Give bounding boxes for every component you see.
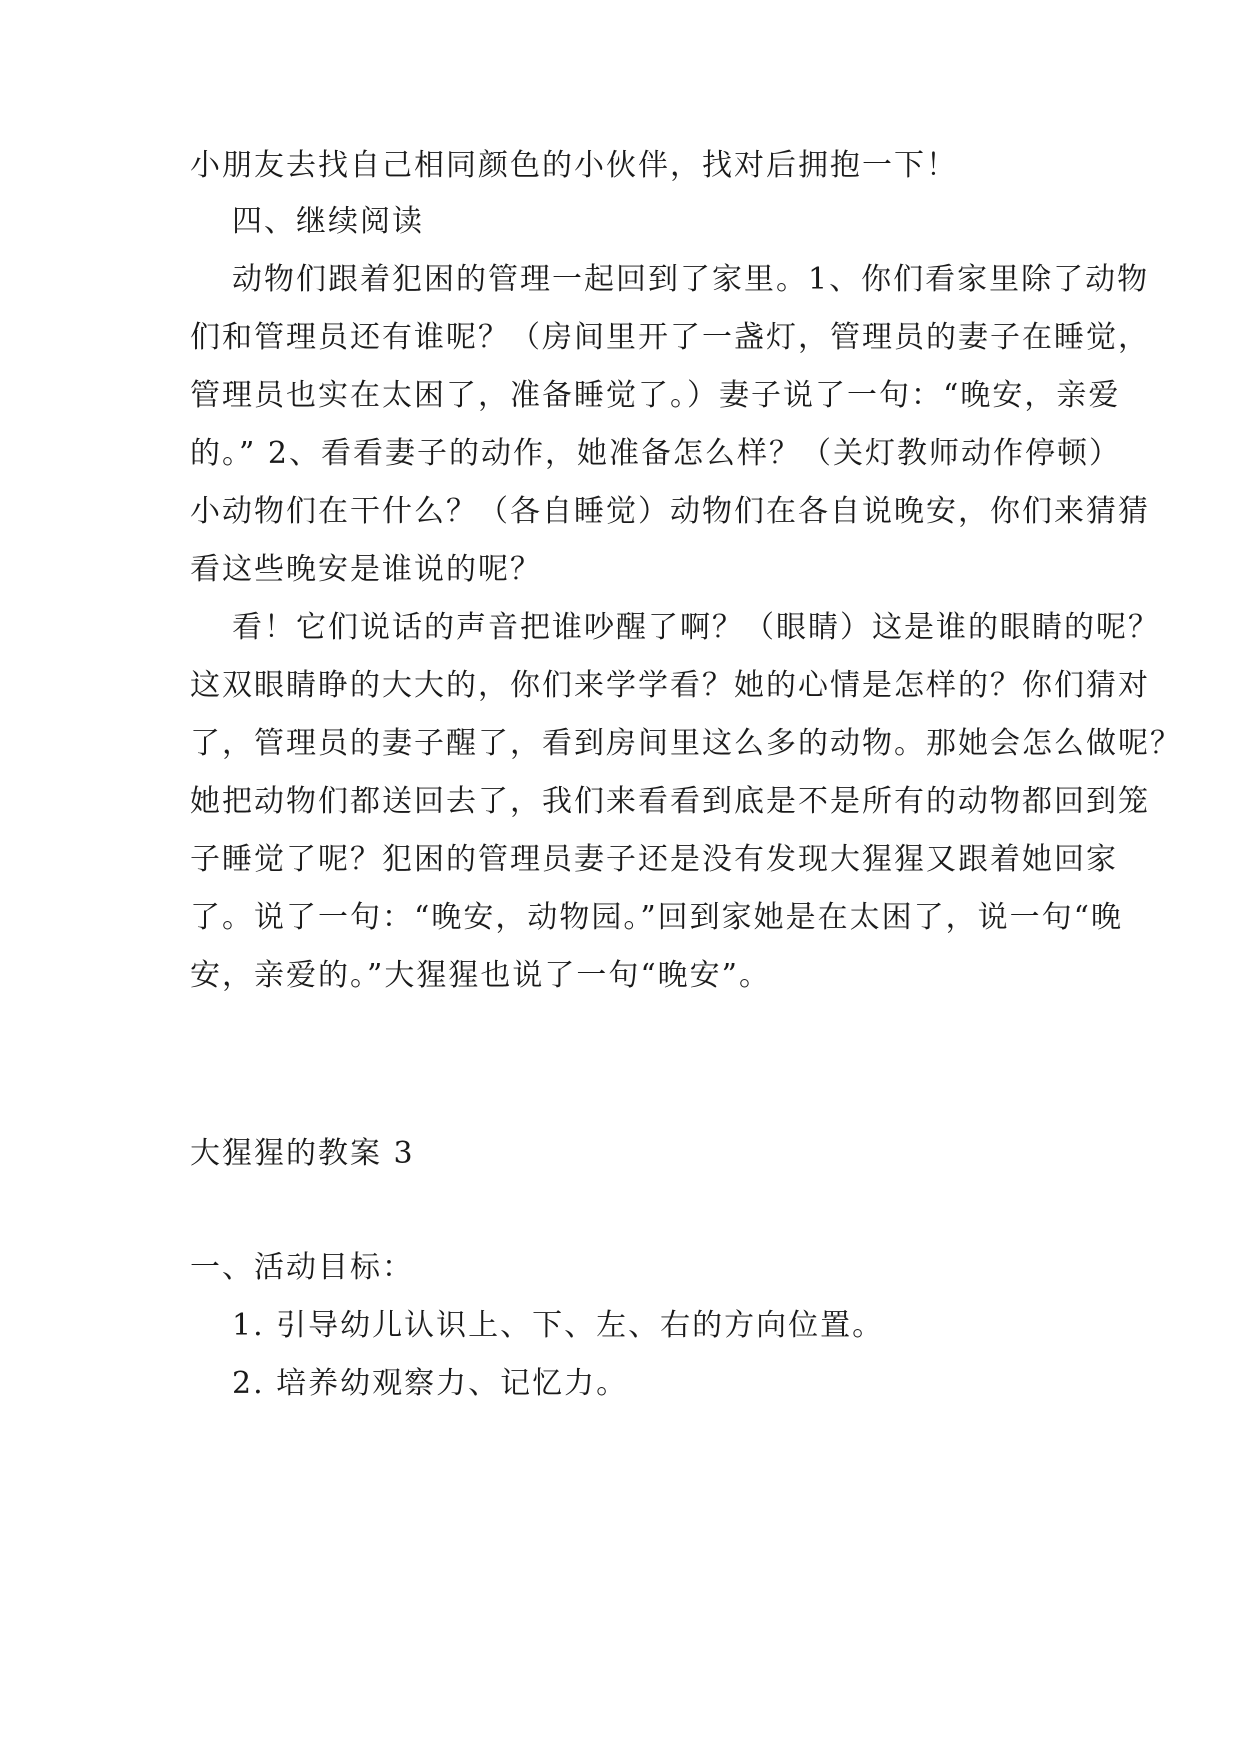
document-title: 大猩猩的教案 3: [190, 1136, 415, 1171]
section-heading: 四、继续阅读: [232, 204, 424, 239]
paragraph-line: 子睡觉了呢？犯困的管理员妻子还是没有发现大猩猩又跟着她回家: [190, 842, 1118, 877]
list-item: 1. 引导幼儿认识上、下、左、右的方向位置。: [232, 1308, 885, 1343]
paragraph-line: 她把动物们都送回去了，我们来看看到底是不是所有的动物都回到笼: [190, 784, 1150, 819]
paragraph-line: 的。” 2、看看妻子的动作，她准备怎么样？（关灯教师动作停顿）: [190, 436, 1121, 471]
paragraph-line: 动物们跟着犯困的管理一起回到了家里。1、你们看家里除了动物: [232, 262, 1150, 297]
paragraph-line: 看！它们说话的声音把谁吵醒了啊？（眼睛）这是谁的眼睛的呢？: [232, 610, 1160, 645]
paragraph-line: 小朋友去找自己相同颜色的小伙伴，找对后拥抱一下！: [190, 148, 958, 183]
paragraph-line: 安，亲爱的。”大猩猩也说了一句“晚安”。: [190, 958, 772, 993]
paragraph-line: 了，管理员的妻子醒了，看到房间里这么多的动物。那她会怎么做呢？: [190, 726, 1182, 761]
paragraph-line: 小动物们在干什么？（各自睡觉）动物们在各自说晚安，你们来猜猜: [190, 494, 1150, 529]
list-item: 2. 培养幼观察力、记忆力。: [232, 1366, 629, 1401]
section-heading: 一、活动目标：: [190, 1250, 414, 1285]
paragraph-line: 们和管理员还有谁呢？（房间里开了一盏灯，管理员的妻子在睡觉，: [190, 320, 1150, 355]
paragraph-line: 看这些晚安是谁说的呢？: [190, 552, 542, 587]
paragraph-line: 这双眼睛睁的大大的，你们来学学看？她的心情是怎样的？你们猜对: [190, 668, 1150, 703]
paragraph-line: 管理员也实在太困了，准备睡觉了。）妻子说了一句：“晚安，亲爱: [190, 378, 1121, 413]
paragraph-line: 了。说了一句：“晚安，动物园。”回到家她是在太困了，说一句“晚: [190, 900, 1124, 935]
